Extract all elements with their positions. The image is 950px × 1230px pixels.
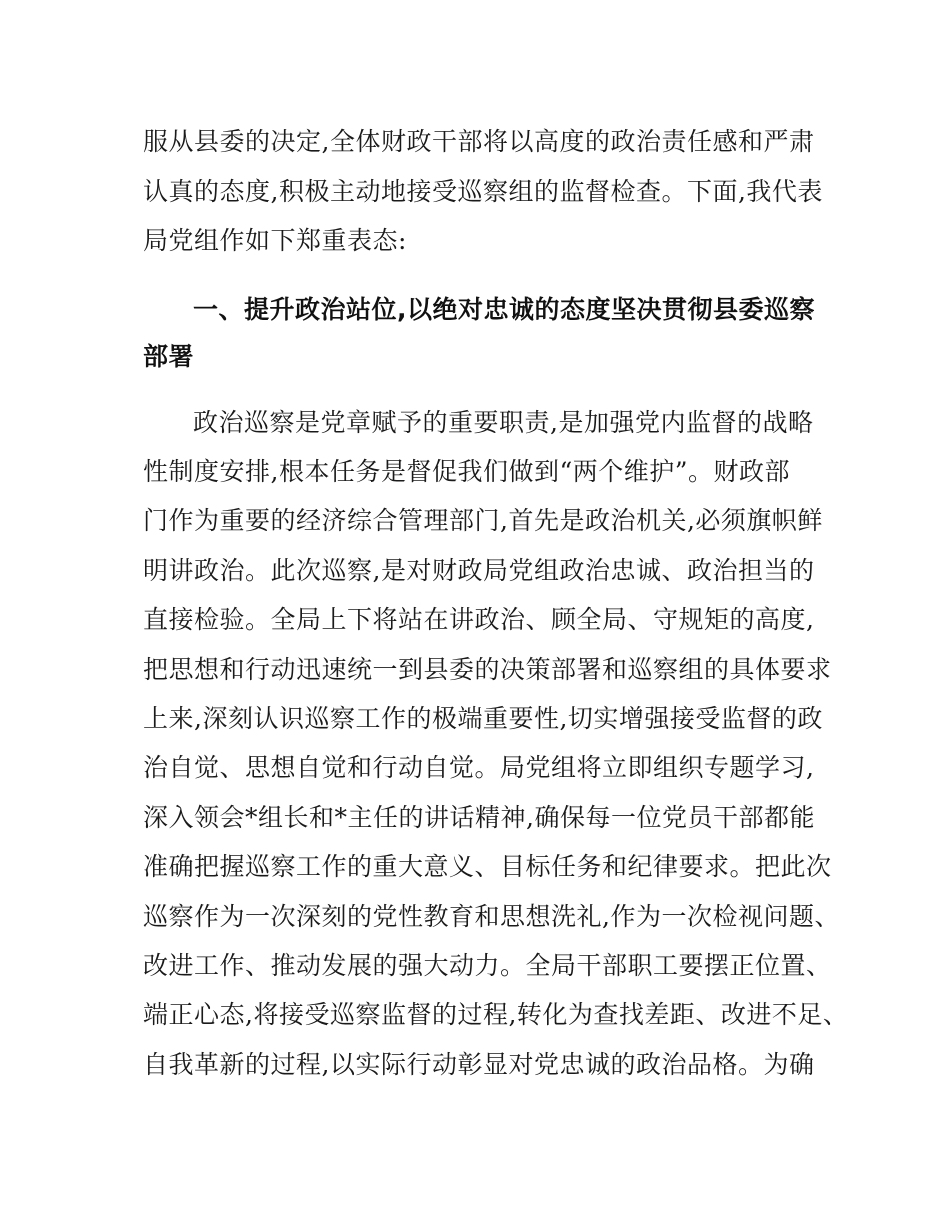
- intro-line-2: 认真的态度,积极主动地接受巡察组的监督检查。下面,我代表: [143, 177, 823, 206]
- body-line-6: 把思想和行动迅速统一到县委的决策部署和巡察组的具体要求: [143, 655, 832, 684]
- body-line-12: 改进工作、推动发展的强大动力。全局干部职工要摆正位置、: [143, 951, 832, 980]
- body-line-3: 门作为重要的经济综合管理部门,首先是政治机关,必须旗帜鲜: [143, 506, 823, 535]
- body-line-10: 准确把握巡察工作的重大意义、目标任务和纪律要求。把此次: [143, 852, 832, 881]
- body-line-2: 性制度安排,根本任务是督促我们做到“两个维护”。财政部: [143, 457, 791, 486]
- body-line-4: 明讲政治。此次巡察,是对财政局党组政治忠诚、政治担当的: [143, 556, 815, 585]
- body-line-8: 治自觉、思想自觉和行动自觉。局党组将立即组织专题学习,: [143, 753, 815, 782]
- body-line-5: 直接检验。全局上下将站在讲政治、顾全局、守规矩的高度,: [143, 605, 815, 634]
- section-heading-line-2: 部署: [143, 342, 195, 371]
- body-line-13: 端正心态,将接受巡察监督的过程,转化为查找差距、改进不足、: [143, 1000, 849, 1029]
- section-heading-line-1: 一、提升政治站位,以绝对忠诚的态度坚决贯彻县委巡察: [193, 295, 815, 324]
- body-line-14: 自我革新的过程,以实际行动彰显对党忠诚的政治品格。为确: [143, 1050, 815, 1079]
- intro-line-3: 局党组作如下郑重表态:: [143, 226, 407, 255]
- intro-line-1: 服从县委的决定,全体财政干部将以高度的政治责任感和严肃: [143, 127, 815, 156]
- body-line-9: 深入领会*组长和*主任的讲话精神,确保每一位党员干部都能: [143, 803, 815, 832]
- body-line-1: 政治巡察是党章赋予的重要职责,是加强党内监督的战略: [193, 408, 814, 437]
- body-line-7: 上来,深刻认识巡察工作的极端重要性,切实增强接受监督的政: [143, 704, 823, 733]
- body-line-11: 巡察作为一次深刻的党性教育和思想洗礼,作为一次检视问题、: [143, 902, 840, 931]
